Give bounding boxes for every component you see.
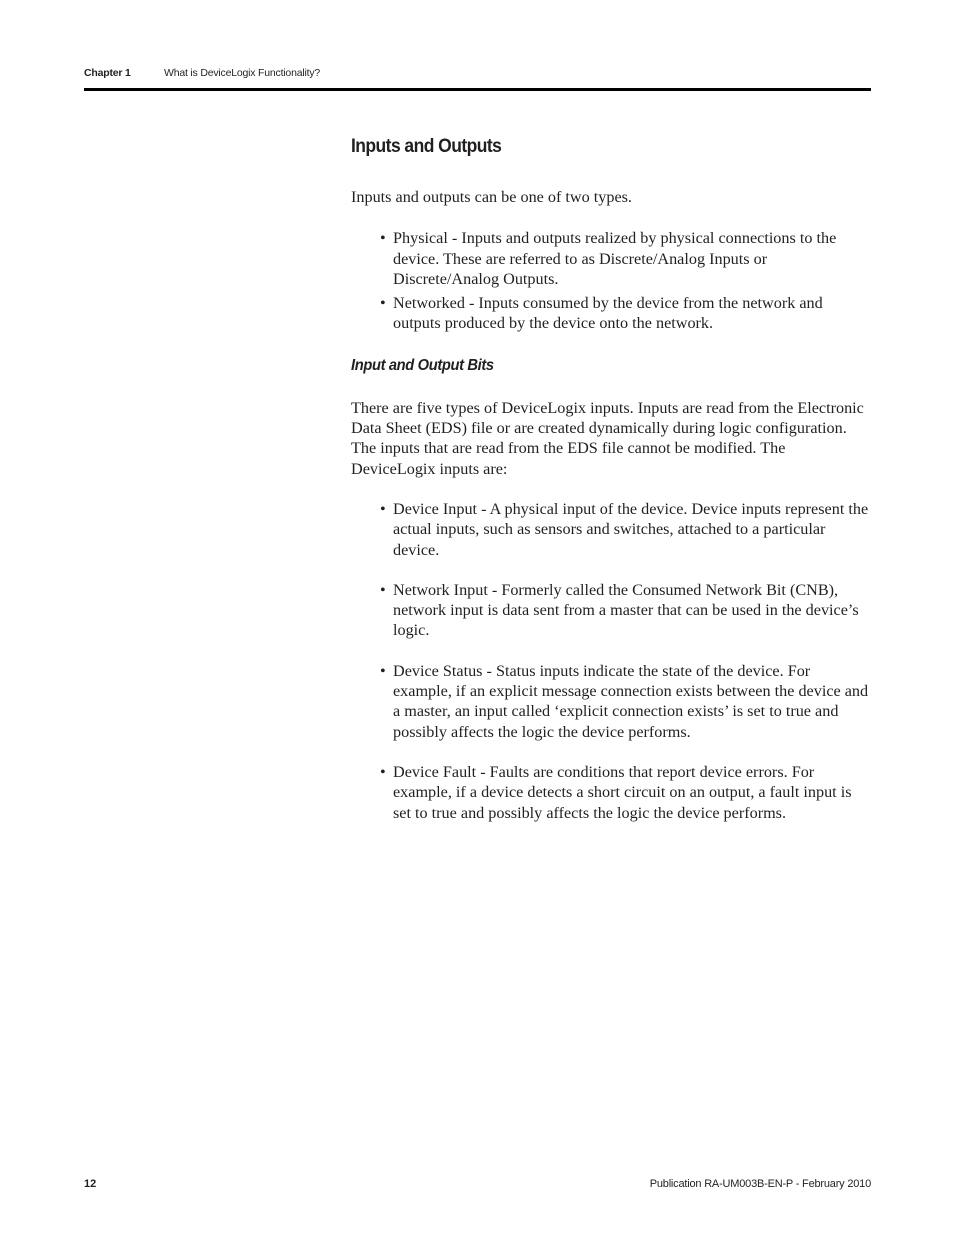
bullet-icon: •	[380, 661, 386, 680]
list-item	[380, 293, 871, 334]
bullet-icon: •	[380, 294, 386, 313]
header-rule	[84, 88, 871, 91]
list-item-text: Network Input - Formerly called the Consumed Network Bit (CNB), network input is data sent from a master that can be used in the device’s logic.	[393, 580, 859, 640]
chapter-title: What is DeviceLogix Functionality?	[164, 67, 321, 79]
list-item-text: Networked - Inputs consumed by the device from the network and outputs produced by the device onto the network.	[393, 294, 823, 333]
running-header	[84, 66, 871, 80]
list-item-text: Device Fault - Faults are conditions that report device errors. For example, if a device detects a short circuit on an output, a fault input is set to true and possibly affects the logic the device performs.	[393, 762, 852, 822]
bullet-icon: •	[380, 762, 386, 781]
chapter-label: Chapter 1	[84, 67, 131, 79]
list-item	[380, 580, 871, 641]
publication-info: Publication RA-UM003B-EN-P - February 2010	[649, 1178, 871, 1190]
list-item	[380, 661, 871, 742]
intro-paragraph: Inputs and outputs can be one of two types.	[351, 188, 632, 206]
io-types-list	[351, 228, 871, 333]
input-types-list	[351, 499, 871, 823]
section-title: Inputs and Outputs	[351, 136, 502, 157]
list-item	[380, 228, 871, 289]
bullet-icon: •	[380, 229, 386, 248]
bullet-icon: •	[380, 499, 386, 518]
list-item-text: Device Input - A physical input of the device. Device inputs represent the actual inputs, such as sensors and switches, attached to a particular device.	[393, 499, 869, 559]
list-item-text: Physical - Inputs and outputs realized by physical connections to the device. These are referred to as Discrete/Analog Inputs or Discrete/Analog Outputs.	[393, 229, 837, 288]
main-content	[351, 134, 871, 823]
subsection-title: Input and Output Bits	[351, 356, 494, 374]
page-number: 12	[84, 1178, 97, 1190]
bullet-icon: •	[380, 580, 386, 599]
list-item	[380, 499, 871, 560]
list-item-text: Device Status - Status inputs indicate the state of the device. For example, if an explicit message connection exists between the device and a master, an input called ‘explicit connection exists’ is set to true and possibly affects the logic the device performs.	[393, 661, 869, 741]
bits-paragraph: There are five types of DeviceLogix inputs. Inputs are read from the Electronic Data Sheet (EDS) file or are created dynamically during logic configuration. The inputs that are read from the EDS file cannot be modified. The DeviceLogix inputs are:	[351, 398, 864, 478]
list-item	[380, 762, 871, 823]
